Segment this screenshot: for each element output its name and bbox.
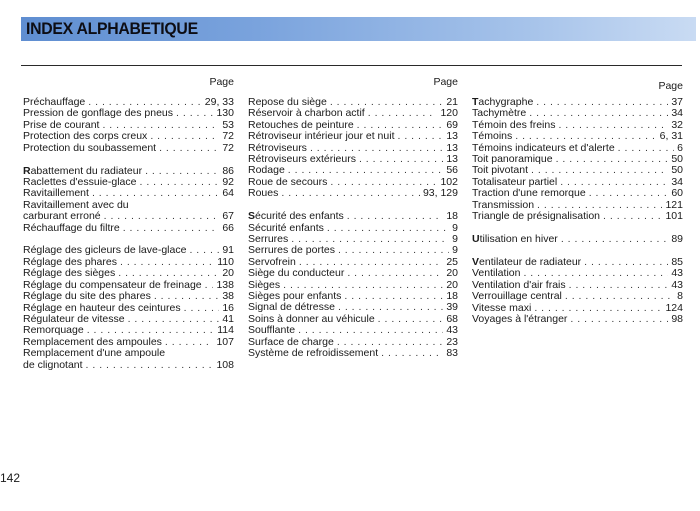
entry-label: Réglage des gicleurs de lave-glace <box>23 244 187 257</box>
entry-initial: R <box>23 164 31 177</box>
entry-page: 101 <box>665 210 683 223</box>
leader-dots <box>569 280 669 291</box>
leader-dots <box>344 291 443 302</box>
entry-label: Réglage des sièges <box>23 267 116 280</box>
page-title: INDEX ALPHABETIQUE <box>26 19 198 38</box>
entry-page: 29, 33 <box>204 96 234 108</box>
entry-page: 92 <box>222 175 234 188</box>
entry-page: 37 <box>671 96 683 108</box>
entry-page: 102 <box>440 175 458 188</box>
entry-label: Rétroviseurs <box>248 141 307 154</box>
entry-page: 43 <box>671 267 683 280</box>
entry-label: Protection du soubassement <box>23 141 157 154</box>
entry-label: Protection des corps creux <box>23 130 148 143</box>
leader-dots <box>347 268 443 279</box>
index-entry <box>472 211 683 222</box>
entry-page: 107 <box>216 335 234 348</box>
entry-page: 91 <box>222 244 234 257</box>
entry-page: 16 <box>222 301 234 314</box>
index-entry <box>472 131 683 142</box>
leader-dots <box>104 211 220 222</box>
entry-label: Réglage du site des phares <box>23 290 151 303</box>
leader-dots <box>523 268 668 279</box>
entry-page: 130 <box>216 107 234 120</box>
entry-label: carburant erroné <box>23 210 101 223</box>
entry-page: 6 <box>677 141 683 154</box>
entry-page: 41 <box>222 312 234 325</box>
entry-label: Témoin des freins <box>472 118 556 131</box>
entry-label: Soufflante <box>248 324 296 337</box>
index-entry <box>472 188 683 199</box>
leader-dots <box>561 234 669 245</box>
entry-page: 34 <box>671 107 683 120</box>
entry-initial: U <box>472 232 480 245</box>
entry-page: 50 <box>671 164 683 177</box>
index-entry <box>23 291 234 302</box>
entry-page: 9 <box>452 244 458 257</box>
leader-dots <box>128 314 220 325</box>
entry-page: 120 <box>440 107 458 120</box>
entry-page: 64 <box>222 187 234 200</box>
entry-label-rest: entilateur de radiateur <box>479 255 582 268</box>
entry-page: 98 <box>671 312 683 325</box>
index-entry <box>248 325 458 336</box>
entry-page: 124 <box>665 301 683 314</box>
entry-page: 68 <box>446 312 458 325</box>
entry-page: 18 <box>446 290 458 302</box>
index-entry <box>248 348 458 359</box>
entry-page: 20 <box>446 278 458 291</box>
entry-page: 20 <box>222 267 234 280</box>
index-entry <box>23 131 234 142</box>
entry-page: 67 <box>222 210 234 223</box>
entry-label: Pression de gonflage des pneus <box>23 107 174 120</box>
entry-label: Verrouillage central <box>472 290 562 303</box>
entry-page: 72 <box>222 130 234 143</box>
entry-page: 138 <box>216 278 234 291</box>
column-heading: Page <box>209 76 234 88</box>
leader-dots <box>381 348 443 359</box>
entry-initial: V <box>472 255 480 268</box>
entry-label: Triangle de présignalisation <box>472 210 601 223</box>
leader-dots <box>359 154 443 165</box>
entry-label: Toit panoramique <box>472 153 553 166</box>
index-list <box>248 97 458 359</box>
leader-dots <box>347 211 444 222</box>
entry-label-rest: écurité des enfants <box>255 210 344 223</box>
entry-page: 43 <box>446 324 458 337</box>
entry-label: de clignotant <box>23 358 83 371</box>
entry-page: 39 <box>446 301 458 314</box>
entry-label: Régulateur de vitesse <box>23 312 125 325</box>
leader-dots <box>556 154 669 165</box>
leader-dots <box>378 314 444 325</box>
entry-page: 38 <box>222 290 234 303</box>
leader-dots <box>330 177 437 188</box>
leader-dots <box>397 131 443 142</box>
entry-label: Sécurité enfants <box>248 221 324 234</box>
entry-label: Remplacement des ampoules <box>23 335 162 348</box>
leader-dots <box>184 303 220 314</box>
entry-page: 43 <box>671 278 683 291</box>
leader-dots <box>154 291 219 302</box>
entry-label: Préchauffage <box>23 96 86 108</box>
entry-label: Repose du siège <box>248 96 327 108</box>
entry-label: Transmission <box>472 198 535 211</box>
entry-label: Réglage des phares <box>23 255 117 268</box>
entry-label: Toit pivotant <box>472 164 529 177</box>
entry-label: Retouches de peinture <box>248 118 354 131</box>
entry-page: 13 <box>446 130 458 143</box>
entry-page: 114 <box>217 324 234 337</box>
column-heading: Page <box>433 76 458 88</box>
index-entry <box>23 223 234 234</box>
leader-dots <box>565 291 674 302</box>
index-entry <box>472 314 683 325</box>
leader-dots <box>139 177 219 188</box>
entry-page: 9 <box>452 221 458 234</box>
index-column-2 <box>248 76 458 359</box>
index-entry <box>472 291 683 302</box>
index-entry <box>23 325 234 336</box>
divider <box>21 65 682 66</box>
leader-dots <box>189 245 219 256</box>
leader-dots <box>515 131 656 142</box>
leader-dots <box>176 108 213 119</box>
entry-label-rest: tilisation en hiver <box>479 232 558 245</box>
leader-dots <box>145 166 219 177</box>
index-entry <box>23 348 234 359</box>
entry-page: 20 <box>446 267 458 280</box>
entry-page: 86 <box>222 164 234 177</box>
column-heading: Page <box>658 80 683 92</box>
entry-page: 13 <box>446 141 458 154</box>
leader-dots <box>536 97 668 108</box>
entry-label: Remplacement d'une ampoule <box>23 347 166 360</box>
entry-page: 53 <box>222 118 234 131</box>
entry-page: 23 <box>446 335 458 348</box>
leader-dots <box>589 188 669 199</box>
entry-page: 110 <box>217 255 234 268</box>
entry-label: Soins à donner au véhicule <box>248 312 375 325</box>
leader-dots <box>338 245 449 256</box>
leader-dots <box>159 143 219 154</box>
entry-page: 60 <box>671 187 683 200</box>
leader-dots <box>281 188 420 199</box>
entry-page: 83 <box>446 347 458 360</box>
entry-label: Vitesse maxi <box>472 301 532 314</box>
entry-page: 85 <box>671 255 683 268</box>
entry-label: Réglage en hauteur des ceintures <box>23 301 181 314</box>
leader-dots <box>150 131 219 142</box>
leader-dots <box>165 337 214 348</box>
entry-page: 9 <box>452 232 458 245</box>
leader-dots <box>558 120 668 131</box>
entry-label: Serrures <box>248 232 289 245</box>
entry-label: Sièges pour enfants <box>248 290 342 302</box>
leader-dots <box>118 268 219 279</box>
index-entry <box>472 234 683 245</box>
header-banner <box>21 17 696 41</box>
index-entry <box>248 131 458 142</box>
entry-page: 6, 31 <box>659 130 683 143</box>
entry-label: Servofrein <box>248 255 296 268</box>
entry-page: 72 <box>222 141 234 154</box>
index-entry <box>23 143 234 154</box>
entry-label: Tachymètre <box>472 107 527 120</box>
leader-dots <box>368 108 438 119</box>
entry-label: Totalisateur partiel <box>472 175 558 188</box>
entry-page: 25 <box>446 255 458 268</box>
leader-dots <box>618 143 674 154</box>
entry-label: Ventilation <box>472 267 521 280</box>
entry-label: Traction d'une remorque <box>472 187 586 200</box>
leader-dots <box>603 211 662 222</box>
entry-initial: T <box>472 96 479 108</box>
entry-label: Signal de détresse <box>248 301 335 314</box>
entry-initial: S <box>248 210 256 223</box>
entry-page: 93, 129 <box>422 187 458 200</box>
entry-label: Réglage du compensateur de freinage <box>23 278 202 291</box>
entry-label: Témoins <box>472 130 513 143</box>
entry-page: 13 <box>446 153 458 166</box>
entry-label: Roues <box>248 187 279 200</box>
index-entry <box>23 360 234 371</box>
entry-label: Ventilation d'air frais <box>472 278 566 291</box>
entry-label: Système de refroidissement <box>248 347 379 360</box>
entry-page: 56 <box>446 164 458 177</box>
entry-label: Rodage <box>248 164 285 177</box>
index-entry <box>248 211 458 222</box>
entry-page: 50 <box>671 153 683 166</box>
entry-label: Rétroviseur intérieur jour et nuit <box>248 130 395 143</box>
entry-page: 8 <box>677 290 683 303</box>
entry-label: Réservoir à charbon actif <box>248 107 365 120</box>
entry-label: Ravitaillement <box>23 187 89 200</box>
entry-label: Prise de courant <box>23 118 100 131</box>
entry-label-rest: achygraphe <box>478 96 534 108</box>
entry-page: 32 <box>671 118 683 131</box>
page-number: 142 <box>0 471 21 485</box>
entry-label: Ravitaillement avec du <box>23 198 129 211</box>
index-entry <box>23 268 234 279</box>
leader-dots <box>584 257 668 268</box>
entry-label: Réchauffage du filtre <box>23 221 120 234</box>
index-entry <box>23 211 234 222</box>
leader-dots <box>327 223 449 234</box>
entry-label: Voyages à l'étranger <box>472 312 568 325</box>
entry-label-rest: abattement du radiateur <box>30 164 143 177</box>
entry-page: 18 <box>446 210 458 223</box>
entry-label: Rétroviseurs extérieurs <box>248 153 356 166</box>
leader-dots <box>87 325 215 336</box>
entry-page: 66 <box>222 221 234 234</box>
index-list <box>472 97 683 325</box>
entry-page: 34 <box>671 175 683 188</box>
entry-label <box>248 211 344 222</box>
entry-label: Roue de secours <box>248 175 328 188</box>
leader-dots <box>298 325 443 336</box>
entry-label: Serrures de portes <box>248 244 335 257</box>
entry-label <box>472 234 558 245</box>
leader-dots <box>205 280 214 291</box>
entry-page: 89 <box>671 232 683 245</box>
leader-dots <box>120 257 214 268</box>
index-entry <box>472 268 683 279</box>
entry-label: Témoins indicateurs et d'alerte <box>472 141 615 154</box>
entry-page: 69 <box>446 118 458 131</box>
leader-dots <box>86 360 214 371</box>
index-entry <box>248 268 458 279</box>
entry-label: Sièges <box>248 278 281 291</box>
index-entry <box>248 188 458 199</box>
entry-label: Surface de charge <box>248 335 334 348</box>
index-list <box>23 97 234 371</box>
entry-page: 108 <box>216 358 234 371</box>
entry-label: Siège du conducteur <box>248 267 345 280</box>
entry-page: 121 <box>665 198 683 211</box>
leader-dots <box>123 223 220 234</box>
index-column-1 <box>23 76 234 371</box>
index-column-3 <box>472 76 683 325</box>
leader-dots <box>570 314 668 325</box>
entry-label: Remorquage <box>23 324 84 337</box>
entry-label: Raclettes d'essuie-glace <box>23 175 137 188</box>
entry-page: 21 <box>446 96 458 108</box>
